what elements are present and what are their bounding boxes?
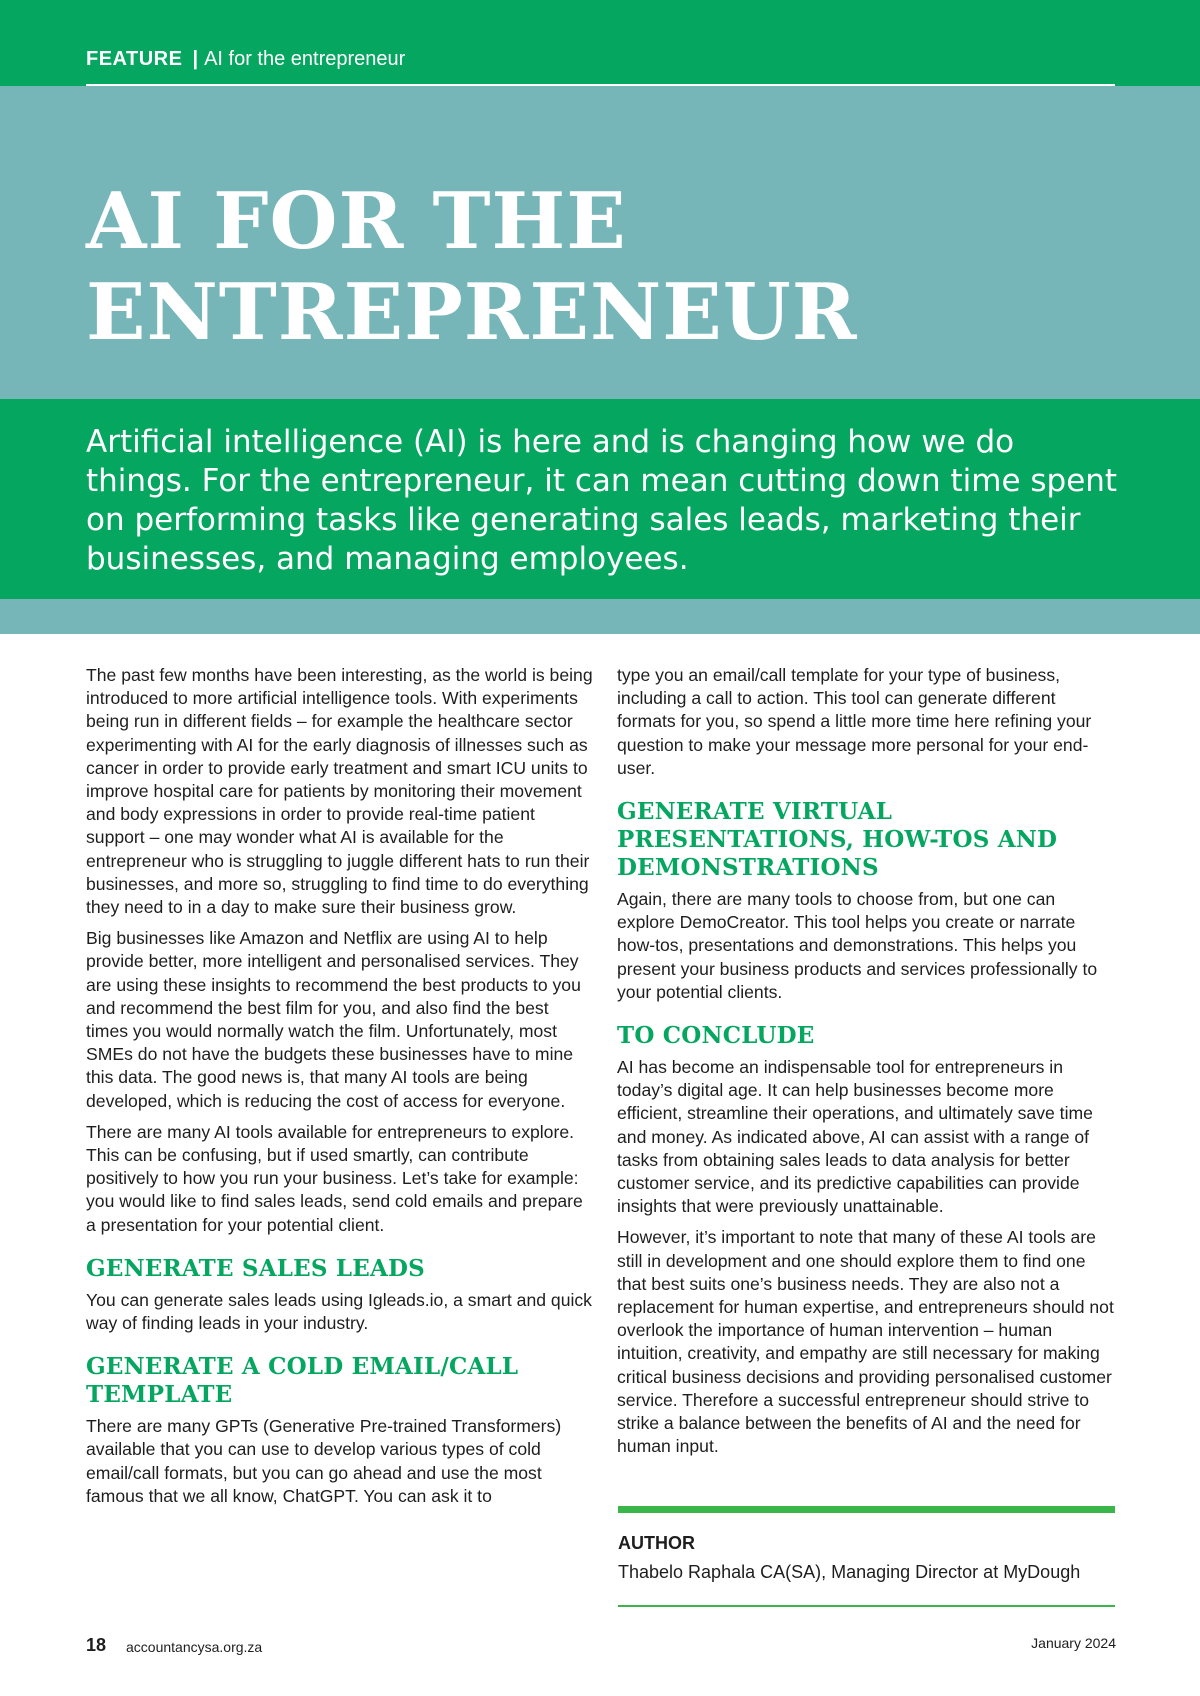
body-paragraph: Big businesses like Amazon and Netflix are using AI to help provide better, more intelligent and personalised services. They are using these insights to recommend the best products to you and recommend the best film for you, and also find the best times you would normally watch the film. Unfortunately, most SMEs do not have the budgets these businesses have to mine this data. The good news is, that many AI tools are being developed, which is reducing the cost of access for everyone. <box>86 928 581 1111</box>
body-paragraph: However, it’s important to note that many of these AI tools are still in development and one should explore them to find one that best suits one’s business needs. They are also not a replacement for human expertise, and entrepreneurs should not overlook the importance of human intervention – human intuition, creativity, and empathy are still necessary for making critical business decisions and providing personalised customer service. Therefore a successful entrepreneur should strive to strike a balance between the benefits of AI and the need for human input. <box>617 1227 1114 1457</box>
intro-divider-strip <box>0 599 1200 634</box>
author-bottom-rule <box>618 1605 1115 1607</box>
header-bar <box>0 0 1200 86</box>
subheading-virtual-presentations: GENERATE VIRTUAL PRESENTATIONS, HOW-TOS AND DEMONSTRATIONS <box>617 798 1058 882</box>
body-paragraph: There are many GPTs (Generative Pre-trained Transformers) available that you can use to develop various types of cold email/call formats, but you can go ahead and use the most famous that we all know, ChatGPT. You can ask it to <box>86 1416 562 1506</box>
body-paragraph: The past few months have been interesting, as the world is being introduced to more artificial intelligence tools. With experiments being run in different fields – for example the healthcare sector experimenting with AI for the early diagnosis of illnesses such as cancer in order to provide early treatment and smart ICU units to improve hospital care for patients by monitoring their movement and body expressions in order to provide real-time patient support – one may wonder what AI is available for the entrepreneur who is struggling to juggle different hats to run their businesses, and more so, struggling to find time to do everything they need to in a day to make sure their business grow. <box>86 665 593 918</box>
section-kicker: FEATURE <box>86 48 183 70</box>
author-top-rule <box>618 1506 1115 1513</box>
body-paragraph: You can generate sales leads using Igleads.io, a smart and quick way of finding leads in your industry. <box>86 1289 592 1334</box>
article-title <box>86 176 1136 358</box>
article-column-right <box>617 664 1117 1466</box>
section-topic: AI for the entrepreneur <box>204 48 406 70</box>
article-column-left <box>86 664 594 1516</box>
page-number: 18 <box>86 1635 107 1655</box>
section-label <box>86 47 405 71</box>
footer-date: January 2024 <box>1031 1635 1116 1651</box>
author-byline: Thabelo Raphala CA(SA), Managing Director at MyDough <box>618 1562 1081 1582</box>
subheading-conclusion: TO CONCLUDE <box>617 1022 815 1050</box>
section-separator: | <box>192 48 199 70</box>
body-paragraph: Again, there are many tools to choose from, but one can explore DemoCreator. This tool helps you create or narrate how-tos, presentations and demonstrations. This helps you present your business products and services professionally to your potential clients. <box>617 889 1098 1002</box>
body-paragraph: type you an email/call template for your type of business, including a call to action. This tool can generate different formats for you, so spend a little more time here refining your question to make your message more personal for your end-user. <box>617 665 1092 778</box>
intro-standfirst: Artificial intelligence (AI) is here and is changing how we do things. For the entrepreneur, it can mean cutting down time spent on performing tasks like generating sales leads, marketing their businesses, and managing employees. <box>86 424 1118 577</box>
article-title-line-1: AI FOR THE <box>86 176 627 267</box>
author-heading: AUTHOR <box>618 1533 695 1553</box>
body-paragraph: AI has become an indispensable tool for entrepreneurs in today’s digital age. It can help businesses become more efficient, streamline their operations, and ultimately save time and money. As indicated above, AI can assist with a range of tasks from obtaining sales leads to data analysis for better customer service, and its predictive capabilities can provide insights that were previously unattainable. <box>617 1057 1093 1217</box>
body-paragraph: There are many AI tools available for entrepreneurs to explore. This can be confusing, but if used smartly, can contribute positively to how you run your business. Let’s take for example: you would like to find sales leads, send cold emails and prepare a presentation for your potential client. <box>86 1121 583 1235</box>
footer-site: accountancysa.org.za <box>126 1639 263 1655</box>
article-title-line-2: ENTREPRENEUR <box>86 267 858 358</box>
subheading-sales-leads: GENERATE SALES LEADS <box>86 1254 425 1282</box>
subheading-cold-email: GENERATE A COLD EMAIL/CALL TEMPLATE <box>86 1353 519 1409</box>
